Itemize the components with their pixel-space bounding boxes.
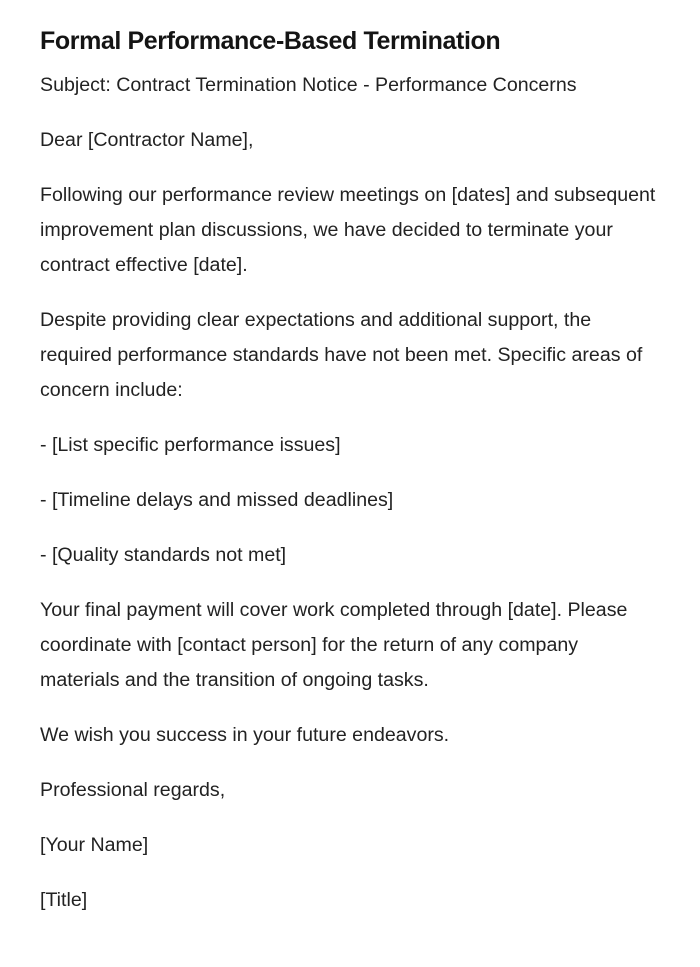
signer-title: [Title] [40,889,88,911]
concern-bullet-1: - [List specific performance issues] [40,434,341,456]
signoff: Professional regards, [40,779,226,801]
subject-line: Subject: Contract Termination Notice - Performance Concerns [40,74,577,96]
greeting: Dear [Contractor Name], [40,129,254,151]
body-paragraph-3: Your final payment will cover work completed through [date]. Please coordinate with [contact person] for the return of any company materials and the transition of ongoing tasks. [40,599,628,691]
concern-bullet-3: - [Quality standards not met] [40,544,287,566]
closing-wish: We wish you success in your future endeavors. [40,724,450,746]
concern-bullet-2: - [Timeline delays and missed deadlines] [40,489,394,511]
document-title: Formal Performance-Based Termination [40,27,501,55]
body-paragraph-1: Following our performance review meetings on [dates] and subsequent improvement plan discussions, we have decided to terminate your contract effective [date]. [40,184,656,276]
signer-name: [Your Name] [40,834,149,856]
body-paragraph-2: Despite providing clear expectations and additional support, the required performance standards have not been met. Specific areas of concern include: [40,309,643,401]
